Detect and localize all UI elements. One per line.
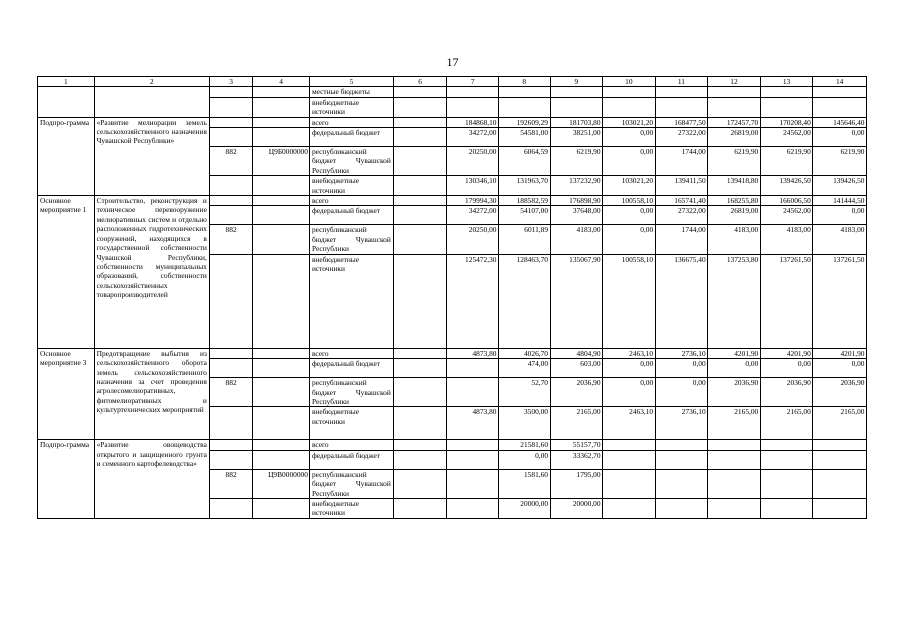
source-cell: всего	[309, 348, 393, 358]
value-cell: 103021,20	[603, 117, 656, 127]
value-cell: 0,00	[708, 359, 761, 378]
header-cell: 2	[94, 77, 209, 87]
value-cell: 0,00	[813, 128, 867, 147]
value-cell	[603, 469, 656, 498]
header-cell: 10	[603, 77, 656, 87]
value-cell: 6219,90	[550, 147, 603, 176]
value-cell: 0,00	[813, 206, 867, 225]
empty-cell	[393, 128, 447, 147]
value-cell	[708, 469, 761, 498]
value-cell: 6064,59	[498, 147, 550, 176]
target-code-cell: Ц9В0000000	[253, 469, 310, 498]
value-cell	[760, 469, 813, 498]
table-row	[38, 87, 867, 97]
value-cell: 38251,00	[550, 128, 603, 147]
code-cell	[209, 117, 252, 127]
empty-cell	[393, 378, 447, 407]
value-cell: 137232,90	[550, 176, 603, 196]
value-cell: 141444,50	[813, 196, 867, 206]
header-cell: 9	[550, 77, 603, 87]
empty-cell	[393, 348, 447, 358]
value-cell	[760, 97, 813, 117]
value-cell	[813, 97, 867, 117]
value-cell: 4026,70	[498, 348, 550, 358]
table-row	[38, 117, 867, 127]
value-cell	[498, 87, 550, 97]
value-cell: 54107,00	[498, 206, 550, 225]
source-cell: всего	[309, 196, 393, 206]
value-cell: 603,00	[550, 359, 603, 378]
value-cell	[603, 450, 656, 469]
target-code-cell	[253, 128, 310, 147]
value-cell: 181703,80	[550, 117, 603, 127]
header-cell: 12	[708, 77, 761, 87]
target-code-cell	[253, 225, 310, 254]
value-cell: 128463,70	[498, 254, 550, 348]
value-cell	[708, 87, 761, 97]
value-cell	[447, 97, 499, 117]
source-cell: внебюджетные источники	[309, 176, 393, 196]
empty-cell	[393, 176, 447, 196]
source-cell: федеральный бюджет	[309, 450, 393, 469]
value-cell	[655, 97, 708, 117]
value-cell: 0,00	[603, 225, 656, 254]
empty-cell	[393, 469, 447, 498]
value-cell: 4183,00	[708, 225, 761, 254]
target-code-cell	[253, 87, 310, 97]
source-cell: федеральный бюджет	[309, 128, 393, 147]
value-cell: 4201,90	[813, 348, 867, 358]
target-code-cell	[253, 176, 310, 196]
value-cell: 6219,90	[760, 147, 813, 176]
value-cell: 27322,00	[655, 206, 708, 225]
code-cell	[209, 440, 252, 450]
value-cell: 20000,00	[550, 498, 603, 518]
value-cell: 2165,00	[708, 407, 761, 440]
value-cell: 2736,10	[655, 348, 708, 358]
value-cell: 2736,10	[655, 407, 708, 440]
code-cell	[209, 359, 252, 378]
value-cell: 0,00	[603, 128, 656, 147]
value-cell: 131963,70	[498, 176, 550, 196]
page-number: 17	[446, 55, 459, 69]
value-cell	[708, 450, 761, 469]
value-cell: 24562,00	[760, 128, 813, 147]
value-cell	[708, 97, 761, 117]
value-cell: 4183,00	[760, 225, 813, 254]
value-cell: 1744,00	[655, 225, 708, 254]
header-cell: 5	[309, 77, 393, 87]
header-cell: 4	[253, 77, 310, 87]
source-cell: внебюджетные источники	[309, 407, 393, 440]
empty-cell	[393, 196, 447, 206]
value-cell: 188582,59	[498, 196, 550, 206]
value-cell	[655, 87, 708, 97]
value-cell	[760, 87, 813, 97]
value-cell	[447, 469, 499, 498]
target-code-cell	[253, 498, 310, 518]
empty-cell	[393, 117, 447, 127]
target-code-cell	[253, 348, 310, 358]
source-cell: внебюджетные источники	[309, 498, 393, 518]
code-cell	[209, 176, 252, 196]
program-name-cell: Предотвращение выбытия из сельскохозяйственного оборота земель сельскохозяйственного назначения за счет проведения агролесомелиоративных, фитомелиоративных и культуртехнических мероприятий	[94, 348, 209, 440]
value-cell: 145646,40	[813, 117, 867, 127]
value-cell	[655, 450, 708, 469]
value-cell: 0,00	[603, 359, 656, 378]
source-cell: местные бюджеты	[309, 87, 393, 97]
value-cell	[447, 359, 499, 378]
value-cell: 4873,80	[447, 348, 499, 358]
value-cell: 136675,40	[655, 254, 708, 348]
column-number-row	[38, 77, 867, 87]
value-cell	[447, 498, 499, 518]
target-code-cell	[253, 359, 310, 378]
value-cell: 1795,00	[550, 469, 603, 498]
code-cell	[209, 254, 252, 348]
value-cell: 4201,90	[708, 348, 761, 358]
value-cell: 33362,70	[550, 450, 603, 469]
value-cell	[550, 87, 603, 97]
empty-cell	[393, 254, 447, 348]
target-code-cell	[253, 378, 310, 407]
value-cell: 4873,80	[447, 407, 499, 440]
code-cell	[209, 87, 252, 97]
value-cell: 172457,70	[708, 117, 761, 127]
value-cell	[813, 498, 867, 518]
header-cell: 13	[760, 77, 813, 87]
value-cell: 52,70	[498, 378, 550, 407]
value-cell: 100558,10	[603, 196, 656, 206]
program-type-cell: Основное мероприятие 1	[38, 196, 95, 349]
value-cell: 3500,00	[498, 407, 550, 440]
target-code-cell	[253, 407, 310, 440]
header-cell: 1	[38, 77, 95, 87]
value-cell: 184868,10	[447, 117, 499, 127]
value-cell: 0,00	[813, 359, 867, 378]
value-cell: 26819,00	[708, 206, 761, 225]
source-cell: внебюджетные источники	[309, 254, 393, 348]
program-name-cell: Строительство, реконструкция и техническое перевооружение мелиоративных систем и отдельно расположенных гидротехнических сооружений, находящихся в государственной собственности Чувашской Республики, собственности муниципальных образований, собственности сельскохозяйственных товаропроизводителей	[94, 196, 209, 349]
value-cell: 37648,00	[550, 206, 603, 225]
code-cell	[209, 450, 252, 469]
code-cell: 882	[209, 469, 252, 498]
code-cell	[209, 206, 252, 225]
program-name-cell	[94, 87, 209, 117]
value-cell	[708, 440, 761, 450]
source-cell: республиканский бюджет Чувашской Республики	[309, 147, 393, 176]
target-code-cell	[253, 450, 310, 469]
source-cell: всего	[309, 440, 393, 450]
header-cell: 14	[813, 77, 867, 87]
value-cell: 4804,90	[550, 348, 603, 358]
value-cell: 4183,00	[550, 225, 603, 254]
value-cell: 176898,90	[550, 196, 603, 206]
empty-cell	[393, 147, 447, 176]
target-code-cell	[253, 196, 310, 206]
value-cell	[813, 469, 867, 498]
code-cell: 882	[209, 378, 252, 407]
value-cell: 2165,00	[550, 407, 603, 440]
value-cell	[603, 87, 656, 97]
value-cell: 179994,30	[447, 196, 499, 206]
value-cell: 27322,00	[655, 128, 708, 147]
header-cell: 7	[447, 77, 499, 87]
empty-cell	[393, 407, 447, 440]
value-cell: 165741,40	[655, 196, 708, 206]
value-cell: 137261,50	[760, 254, 813, 348]
value-cell: 137253,80	[708, 254, 761, 348]
value-cell	[550, 97, 603, 117]
source-cell: республиканский бюджет Чувашской Республики	[309, 225, 393, 254]
value-cell	[447, 450, 499, 469]
header-cell: 11	[655, 77, 708, 87]
header-cell: 6	[393, 77, 447, 87]
source-cell: внебюджетные источники	[309, 97, 393, 117]
value-cell: 2036,90	[760, 378, 813, 407]
target-code-cell: Ц9Б0000000	[253, 147, 310, 176]
value-cell: 192609,29	[498, 117, 550, 127]
table-row	[38, 196, 867, 206]
value-cell: 0,00	[603, 147, 656, 176]
target-code-cell	[253, 206, 310, 225]
value-cell	[447, 440, 499, 450]
target-code-cell	[253, 440, 310, 450]
value-cell: 2463,10	[603, 407, 656, 440]
value-cell: 24562,00	[760, 206, 813, 225]
value-cell	[813, 87, 867, 97]
source-cell: республиканский бюджет Чувашской Республики	[309, 378, 393, 407]
program-name-cell: «Развитие мелиорации земель сельскохозяйственного назначения Чувашской Республики»	[94, 117, 209, 195]
source-cell: федеральный бюджет	[309, 206, 393, 225]
code-cell	[209, 348, 252, 358]
value-cell: 26819,00	[708, 128, 761, 147]
table-row	[38, 440, 867, 450]
value-cell	[708, 498, 761, 518]
value-cell: 0,00	[760, 359, 813, 378]
empty-cell	[393, 498, 447, 518]
source-cell: республиканский бюджет Чувашской Республики	[309, 469, 393, 498]
value-cell: 137261,50	[813, 254, 867, 348]
value-cell	[760, 498, 813, 518]
value-cell: 166006,50	[760, 196, 813, 206]
table-row	[38, 348, 867, 358]
value-cell: 2165,00	[760, 407, 813, 440]
value-cell	[655, 469, 708, 498]
value-cell: 2165,00	[813, 407, 867, 440]
value-cell	[447, 378, 499, 407]
value-cell	[813, 440, 867, 450]
value-cell: 6219,90	[813, 147, 867, 176]
empty-cell	[393, 87, 447, 97]
target-code-cell	[253, 117, 310, 127]
program-type-cell: Основное мероприятие 3	[38, 348, 95, 440]
value-cell: 6011,89	[498, 225, 550, 254]
value-cell: 0,00	[603, 378, 656, 407]
value-cell: 21581,60	[498, 440, 550, 450]
program-type-cell: Подпро-грамма	[38, 440, 95, 518]
value-cell: 0,00	[603, 206, 656, 225]
value-cell: 4183,00	[813, 225, 867, 254]
value-cell: 2036,90	[708, 378, 761, 407]
value-cell: 1744,00	[655, 147, 708, 176]
empty-cell	[393, 97, 447, 117]
code-cell	[209, 498, 252, 518]
value-cell: 474,00	[498, 359, 550, 378]
value-cell	[760, 440, 813, 450]
value-cell	[603, 440, 656, 450]
value-cell: 135067,90	[550, 254, 603, 348]
budget-table	[37, 76, 867, 519]
value-cell	[603, 97, 656, 117]
value-cell: 34272,00	[447, 206, 499, 225]
header-cell: 3	[209, 77, 252, 87]
target-code-cell	[253, 254, 310, 348]
value-cell	[498, 97, 550, 117]
code-cell	[209, 128, 252, 147]
value-cell: 20250,00	[447, 147, 499, 176]
value-cell: 168477,50	[655, 117, 708, 127]
value-cell: 2463,10	[603, 348, 656, 358]
value-cell	[447, 87, 499, 97]
value-cell	[655, 440, 708, 450]
value-cell: 0,00	[655, 359, 708, 378]
value-cell: 4201,90	[760, 348, 813, 358]
value-cell: 6219,90	[708, 147, 761, 176]
value-cell: 55157,70	[550, 440, 603, 450]
value-cell: 139418,80	[708, 176, 761, 196]
value-cell: 0,00	[655, 378, 708, 407]
value-cell	[655, 498, 708, 518]
value-cell: 2036,90	[813, 378, 867, 407]
code-cell: 882	[209, 147, 252, 176]
empty-cell	[393, 206, 447, 225]
program-type-cell	[38, 87, 95, 117]
value-cell: 170208,40	[760, 117, 813, 127]
code-cell: 882	[209, 225, 252, 254]
header-cell: 8	[498, 77, 550, 87]
program-type-cell: Подпро-грамма	[38, 117, 95, 195]
code-cell	[209, 196, 252, 206]
empty-cell	[393, 225, 447, 254]
value-cell: 20250,00	[447, 225, 499, 254]
value-cell: 139426,50	[813, 176, 867, 196]
program-name-cell: «Развитие овощеводства открытого и защищенного грунта и семенного картофелеводства»	[94, 440, 209, 518]
value-cell: 139426,50	[760, 176, 813, 196]
target-code-cell	[253, 97, 310, 117]
value-cell: 0,00	[498, 450, 550, 469]
source-cell: всего	[309, 117, 393, 127]
value-cell	[760, 450, 813, 469]
value-cell	[603, 498, 656, 518]
value-cell: 2036,90	[550, 378, 603, 407]
value-cell: 139411,50	[655, 176, 708, 196]
value-cell: 54581,00	[498, 128, 550, 147]
value-cell	[813, 450, 867, 469]
value-cell: 20000,00	[498, 498, 550, 518]
value-cell: 100558,10	[603, 254, 656, 348]
empty-cell	[393, 450, 447, 469]
empty-cell	[393, 440, 447, 450]
empty-cell	[393, 359, 447, 378]
code-cell	[209, 407, 252, 440]
value-cell: 130346,10	[447, 176, 499, 196]
value-cell: 103021,20	[603, 176, 656, 196]
source-cell: федеральный бюджет	[309, 359, 393, 378]
value-cell: 34272,00	[447, 128, 499, 147]
value-cell: 168255,80	[708, 196, 761, 206]
code-cell	[209, 97, 252, 117]
value-cell: 1581,60	[498, 469, 550, 498]
value-cell: 125472,30	[447, 254, 499, 348]
